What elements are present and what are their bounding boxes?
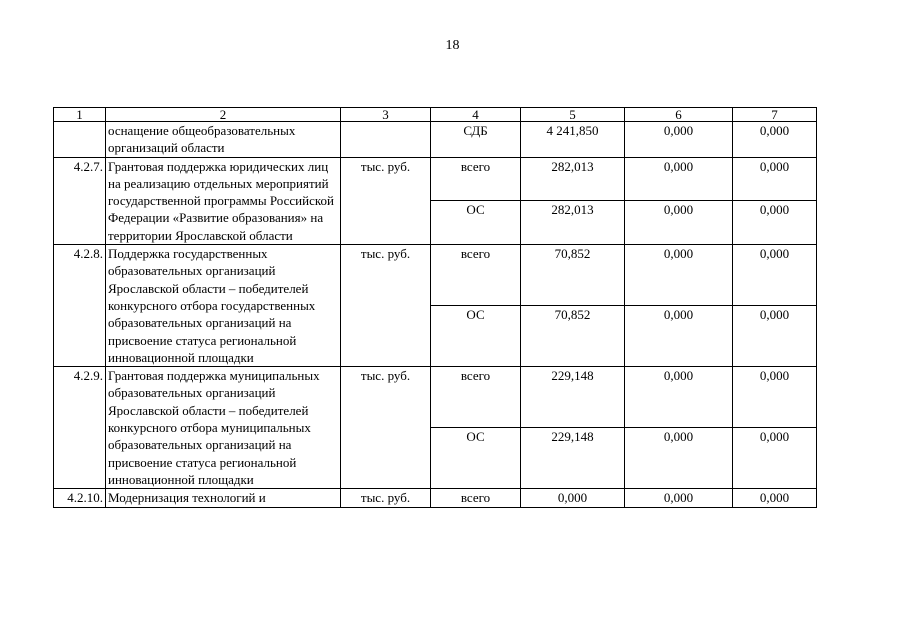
item-number: 4.2.9. (54, 367, 106, 489)
item-description: Грантовая поддержка муниципальных образовательных организаций Ярославской области – победителей конкурсного отбора муниципальных образовательных организаций на присвоение статуса региональной инновационной площадки (106, 367, 341, 489)
value-col6: 0,000 (625, 306, 733, 367)
value-col7: 0,000 (733, 201, 817, 245)
header-cell-7: 7 (733, 108, 817, 122)
header-cell-4: 4 (431, 108, 521, 122)
value-col5: 70,852 (521, 306, 625, 367)
value-col7: 0,000 (733, 157, 817, 201)
value-col6: 0,000 (625, 489, 733, 507)
page-number: 18 (445, 38, 460, 53)
funding-source: всего (431, 157, 521, 201)
item-description: Модернизация технологий и (106, 489, 341, 507)
value-col5: 0,000 (521, 489, 625, 507)
funding-source: ОС (431, 428, 521, 489)
funding-source: всего (431, 367, 521, 428)
value-col6: 0,000 (625, 122, 733, 158)
value-col6: 0,000 (625, 157, 733, 201)
funding-source: ОС (431, 306, 521, 367)
funding-source: всего (431, 245, 521, 306)
item-unit: тыс. руб. (341, 245, 431, 367)
value-col7: 0,000 (733, 245, 817, 306)
funding-source: ОС (431, 201, 521, 245)
header-cell-1: 1 (54, 108, 106, 122)
value-col5: 229,148 (521, 367, 625, 428)
item-number: 4.2.10. (54, 489, 106, 507)
value-col6: 0,000 (625, 245, 733, 306)
header-cell-3: 3 (341, 108, 431, 122)
item-description: оснащение общеобразовательных организаций области (106, 122, 341, 158)
value-col5: 229,148 (521, 428, 625, 489)
item-number: 4.2.8. (54, 245, 106, 367)
value-col5: 282,013 (521, 201, 625, 245)
value-col6: 0,000 (625, 201, 733, 245)
value-col7: 0,000 (733, 306, 817, 367)
budget-table (53, 107, 817, 508)
item-unit: тыс. руб. (341, 367, 431, 489)
item-unit: тыс. руб. (341, 157, 431, 244)
value-col5: 70,852 (521, 245, 625, 306)
value-col6: 0,000 (625, 428, 733, 489)
table-row (54, 245, 817, 306)
item-description: Поддержка государственных образовательных организаций Ярославской области – победителей конкурсного отбора государственных образовательных организаций на присвоение статуса региональной инновационной площадки (106, 245, 341, 367)
table-row (54, 489, 817, 507)
funding-source: всего (431, 489, 521, 507)
value-col7: 0,000 (733, 428, 817, 489)
value-col5: 4 241,850 (521, 122, 625, 158)
value-col7: 0,000 (733, 122, 817, 158)
value-col7: 0,000 (733, 489, 817, 507)
item-number-cell (54, 122, 106, 158)
header-row (54, 108, 817, 122)
table-row (54, 367, 817, 428)
item-unit: тыс. руб. (341, 489, 431, 507)
header-cell-5: 5 (521, 108, 625, 122)
table-row (54, 122, 817, 158)
funding-source: СДБ (431, 122, 521, 158)
header-cell-2: 2 (106, 108, 341, 122)
header-cell-6: 6 (625, 108, 733, 122)
unit-cell (341, 122, 431, 158)
value-col5: 282,013 (521, 157, 625, 201)
table-row (54, 157, 817, 201)
item-number: 4.2.7. (54, 157, 106, 244)
item-description: Грантовая поддержка юридических лиц на реализацию отдельных мероприятий государственной программы Российской Федерации «Развитие образования» на территории Ярославской области (106, 157, 341, 244)
value-col7: 0,000 (733, 367, 817, 428)
value-col6: 0,000 (625, 367, 733, 428)
